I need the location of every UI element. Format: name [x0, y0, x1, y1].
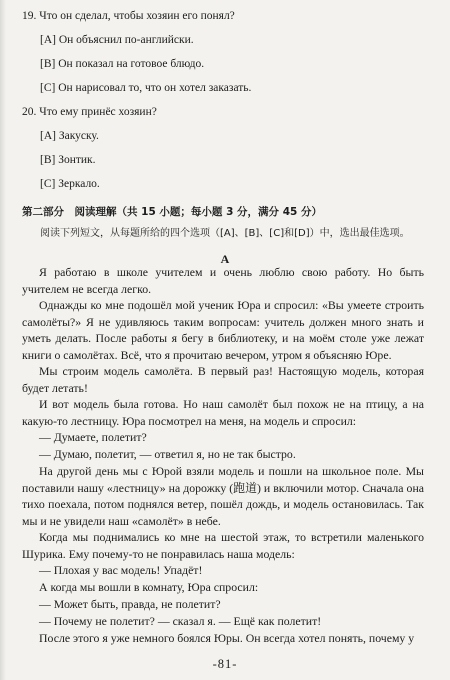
section-instruction: 阅读下列短文，从每题所给的四个选项（[A]、[B]、[C]和[D]）中，选出最佳选项。 — [40, 228, 410, 239]
question-20-option-b: [B] Зонтик. — [40, 154, 96, 166]
passage-paragraph-7: А когда мы вошли в комнату, Юра спросил: — [39, 580, 259, 594]
passage-paragraph-5: На другой день мы с Юрой взяли модель и пошли на школьное поле. Мы поставили нашу «лестницу» на дорожку (跑道) и включили мотор. Сначала она тихо поехала, потом поднялся ветер, пошёл дождь, и модель остановилась. Так мы и не увидели наш «самолёт» в небе. — [22, 464, 424, 528]
question-19-option-b: [B] Он показал на готовое блюдо. — [40, 58, 205, 70]
section-title: 第二部分 阅读理解（共 15 小题；每小题 3 分，满分 45 分） — [22, 206, 322, 218]
dialog-line-4: — Может быть, правда, не полетит? — [39, 597, 221, 611]
page-edge-shadow — [0, 0, 6, 680]
passage-paragraph-8: После этого я уже немного боялся Юры. Он всегда хотел понять, почему у — [39, 631, 415, 645]
question-20-option-c: [C] Зеркало. — [40, 178, 100, 190]
passage-paragraph-3: Мы строим модель самолёта. В первый раз! Настоящую модель, которая будет летать! — [22, 364, 424, 395]
dialog-line-3: — Плохая у вас модель! Упадёт! — [39, 563, 203, 577]
passage-title: A — [220, 252, 230, 266]
page-number: -81- — [212, 657, 238, 671]
passage-paragraph-6: Когда мы поднимались ко мне на шестой этаж, то встретили маленького Шурика. Ему почему-то не понравилась наша модель: — [22, 530, 424, 561]
question-19: 19. Что он сделал, чтобы хозяин его понял? — [22, 10, 235, 22]
passage-paragraph-1: Я работаю в школе учителем и очень люблю свою работу. Но быть учителем не всегда легко. — [22, 265, 424, 296]
passage-paragraph-2: Однажды ко мне подошёл мой ученик Юра и спросил: «Вы умеете строить самолёты?» Я не удивляюсь таким вопросам: учитель должен много знать и уметь делать. После работы я бегу в библиотеку, и на моём столе уже лежат книги о самолётах. Всё, что я прочитаю вечером, утром я объясняю Юре. — [22, 298, 424, 362]
question-20-option-a: [A] Закуску. — [40, 130, 99, 142]
question-20: 20. Что ему принёс хозяин? — [22, 106, 157, 118]
question-19-option-c: [C] Он нарисовал то, что он хотел заказать. — [40, 82, 252, 94]
passage-paragraph-4: И вот модель была готова. Но наш самолёт был похож не на птицу, а на какую-то лестницу. Юра посмотрел на меня, на модель и спросил: — [22, 397, 424, 428]
dialog-line-2: — Думаю, полетит, — ответил я, но не так быстро. — [39, 447, 296, 461]
dialog-line-1: — Думаете, полетит? — [39, 430, 147, 444]
dialog-line-5: — Почему не полетит? — сказал я. — Ещё как полетит! — [39, 614, 322, 628]
question-19-option-a: [A] Он объяснил по-английски. — [40, 34, 194, 46]
